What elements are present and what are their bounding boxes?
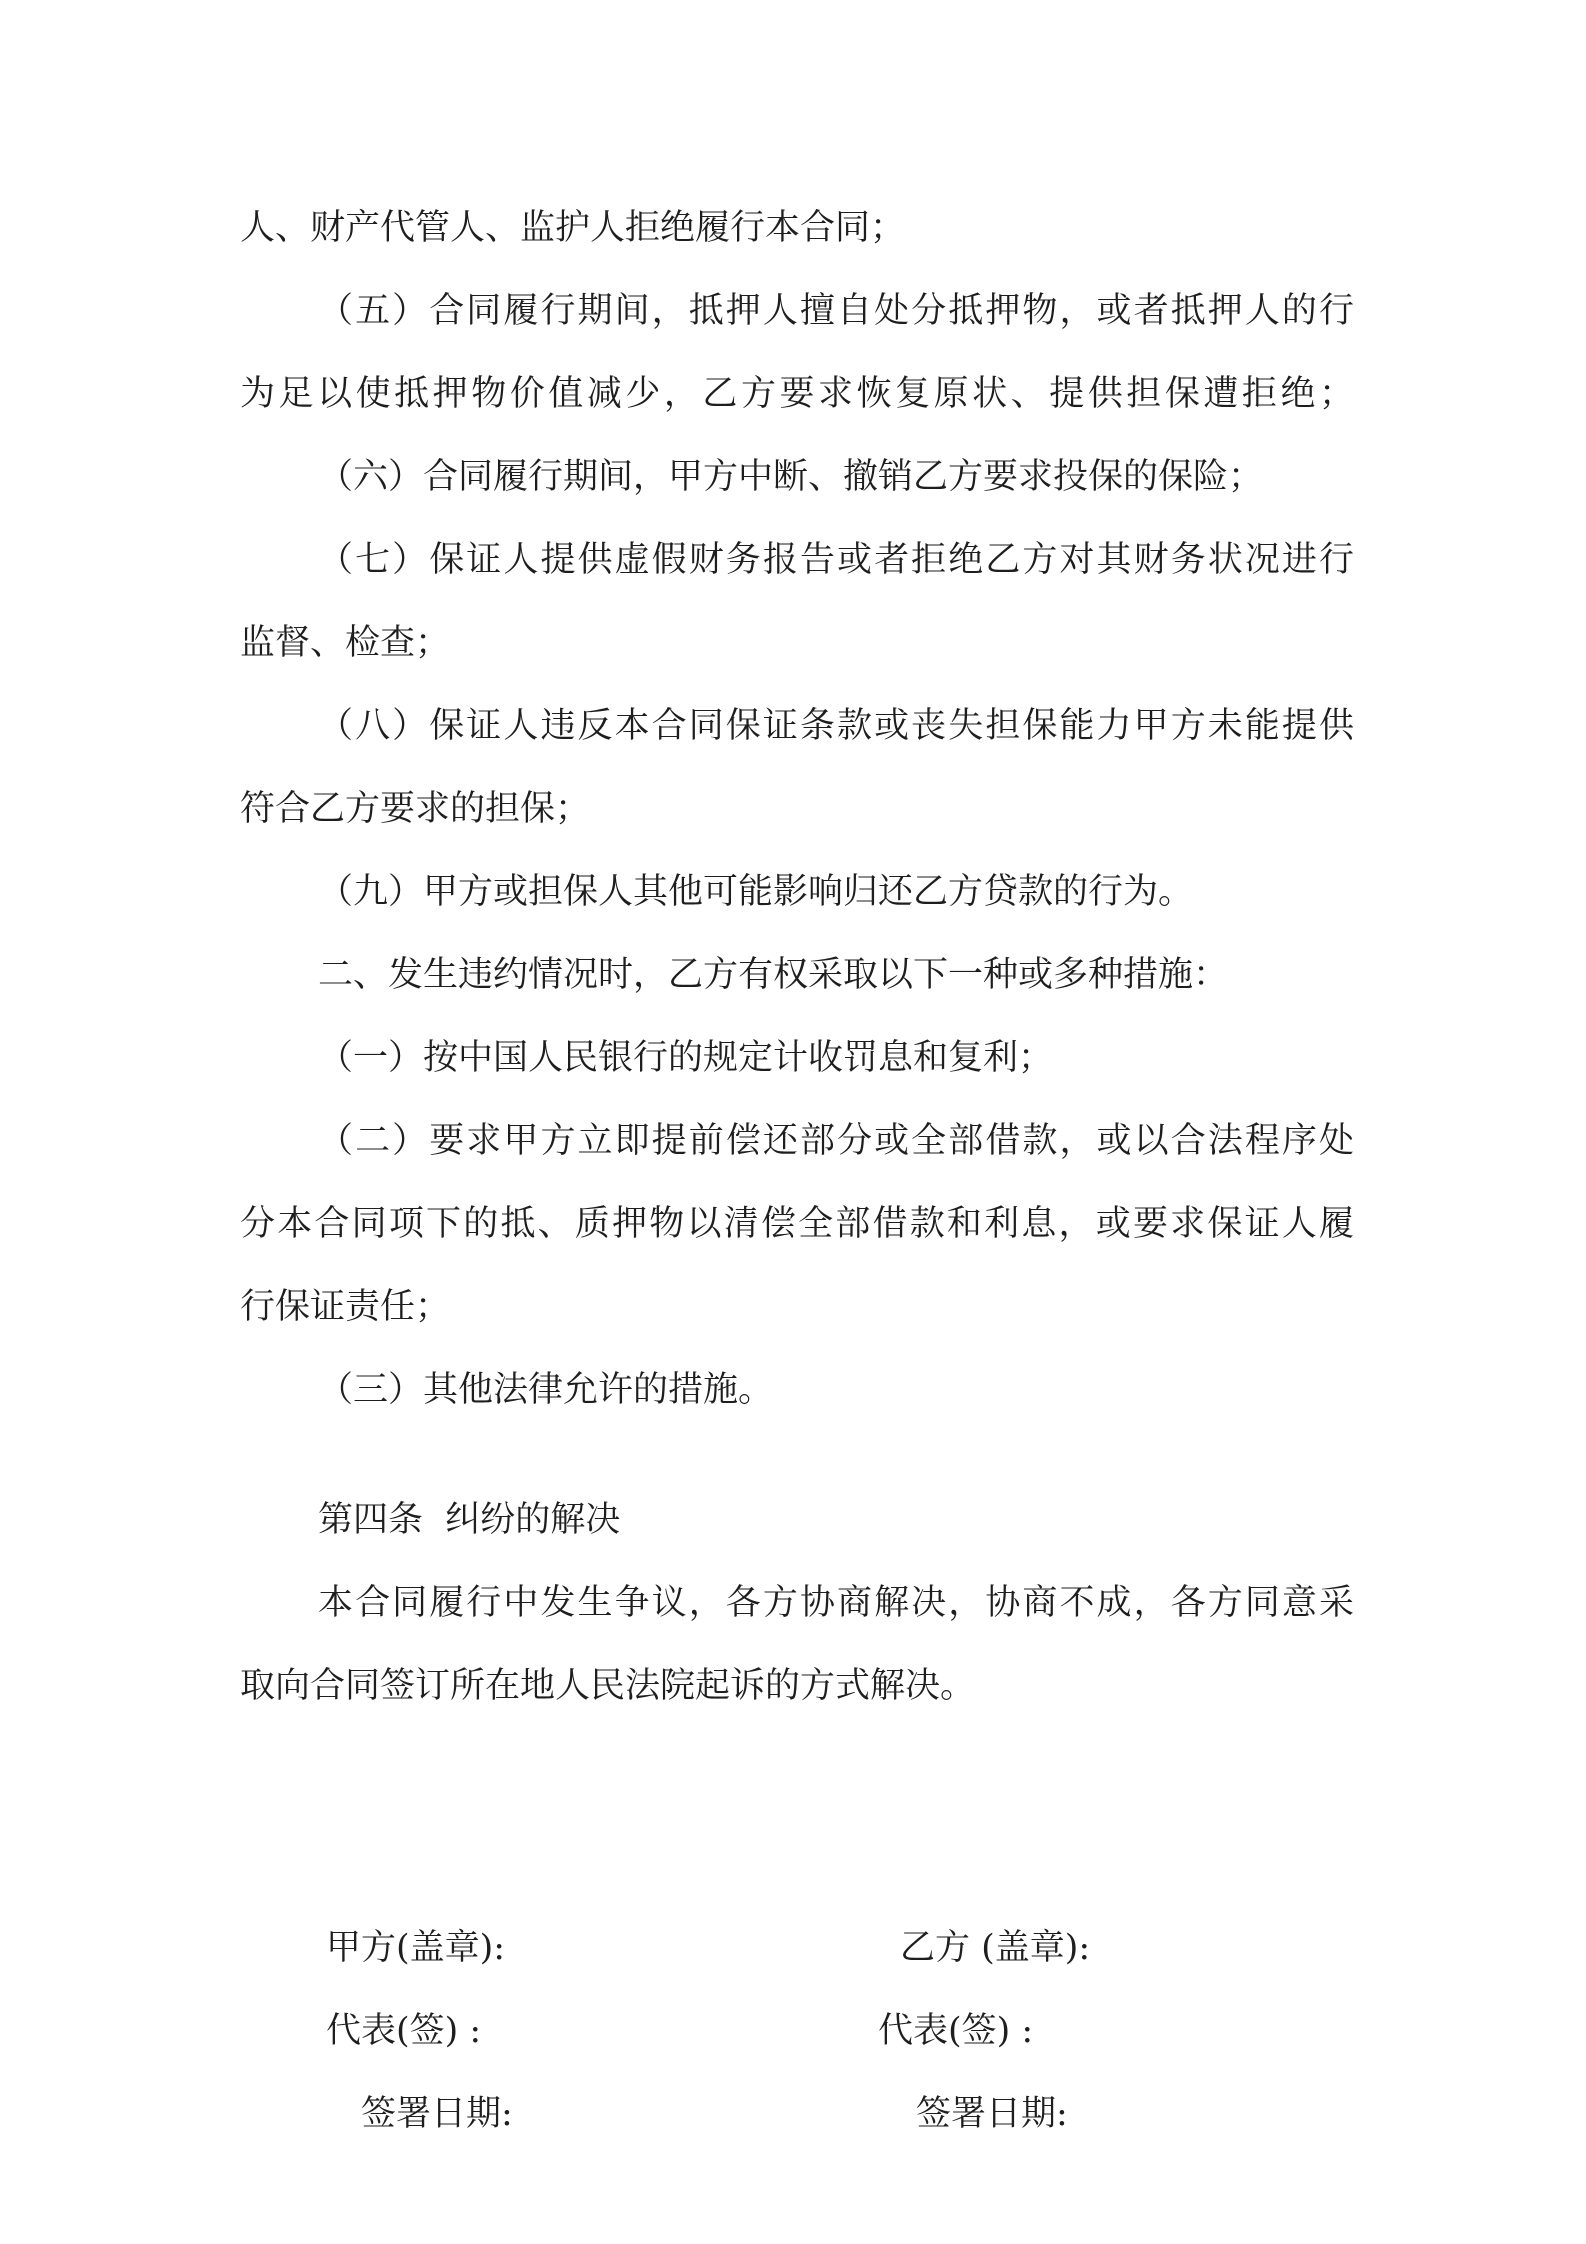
- clause-text-line: 行保证责任；: [240, 1287, 451, 1327]
- party-a-date-label: 签署日期:: [361, 2094, 513, 2134]
- measure-item-2: （二）要求甲方立即提前偿还部分或全部借款，或以合法程序处: [318, 1121, 1354, 1161]
- clause-item-6: （六）合同履行期间，甲方中断、撤销乙方要求投保的保险；: [318, 457, 1264, 497]
- party-b-date-label: 签署日期:: [916, 2094, 1068, 2134]
- party-a-rep-label: 代表(签) :: [326, 2011, 482, 2051]
- clause-text-line: 为足以使抵押物价值减少，乙方要求恢复原状、提供担保遭拒绝；: [240, 374, 1354, 414]
- party-b-rep-label: 代表(签) :: [878, 2011, 1034, 2051]
- clause-text-line: 监督、检查；: [240, 623, 451, 663]
- section-heading: 二、发生违约情况时，乙方有权采取以下一种或多种措施：: [318, 955, 1229, 995]
- clause-text-line: 符合乙方要求的担保；: [240, 789, 591, 829]
- party-b-seal-label: 乙方 (盖章):: [900, 1928, 1091, 1968]
- party-a-seal-label: 甲方(盖章):: [326, 1928, 506, 1968]
- clause-text-line: 人、财产代管人、监护人拒绝履行本合同；: [240, 208, 906, 248]
- clause-item-7: （七）保证人提供虚假财务报告或者拒绝乙方对其财务状况进行: [318, 540, 1354, 580]
- clause-text-line: 分本合同项下的抵、质押物以清偿全部借款和利息，或要求保证人履: [240, 1204, 1354, 1244]
- measure-item-1: （一）按中国人民银行的规定计收罚息和复利；: [318, 1038, 1054, 1078]
- dispute-text-line: 取向合同签订所在地人民法院起诉的方式解决。: [240, 1666, 976, 1706]
- clause-item-8: （八）保证人违反本合同保证条款或丧失担保能力甲方未能提供: [318, 706, 1354, 746]
- article-heading: 第四条 纠纷的解决: [318, 1500, 621, 1540]
- dispute-text-line: 本合同履行中发生争议，各方协商解决，协商不成，各方同意采: [318, 1583, 1354, 1623]
- measure-item-3: （三）其他法律允许的措施。: [318, 1370, 774, 1410]
- clause-item-9: （九）甲方或担保人其他可能影响归还乙方贷款的行为。: [318, 872, 1194, 912]
- clause-item-5: （五）合同履行期间，抵押人擅自处分抵押物，或者抵押人的行: [318, 291, 1354, 331]
